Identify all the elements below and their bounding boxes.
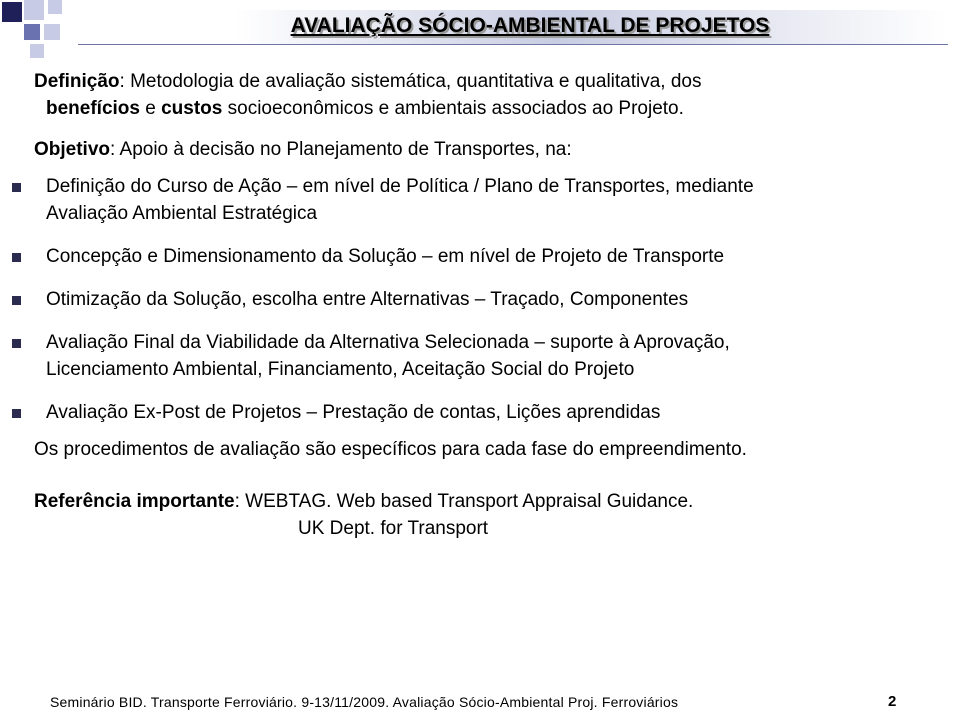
benefits-term: benefícios bbox=[46, 98, 140, 119]
list-item-text-cont: Licenciamento Ambiental, Financiamento, Aceitação Social do Projeto bbox=[46, 359, 635, 380]
objective-list bbox=[34, 173, 940, 426]
slide-body bbox=[34, 68, 940, 542]
definition-connector: e bbox=[139, 98, 162, 119]
list-item bbox=[34, 243, 940, 270]
square-bullet-icon bbox=[12, 339, 21, 348]
definition-label: Definição bbox=[34, 71, 120, 92]
list-item-text-cont: Avaliação Ambiental Estratégica bbox=[46, 203, 318, 224]
definition-text-end: socioeconômicos e ambientais associados ao Projeto. bbox=[222, 98, 684, 119]
square-bullet-icon bbox=[12, 296, 21, 305]
list-item bbox=[34, 286, 940, 313]
page-number: 2 bbox=[888, 693, 897, 710]
list-item bbox=[34, 399, 940, 426]
reference-paragraph bbox=[34, 488, 940, 542]
list-item-text: Definição do Curso de Ação – em nível de Política / Plano de Transportes, mediante bbox=[46, 176, 754, 197]
reference-text: : WEBTAG. Web based Transport Appraisal Guidance. bbox=[234, 491, 694, 512]
slide-footer: Seminário BID. Transporte Ferroviário. 9-13/11/2009. Avaliação Sócio-Ambiental Proj. Ferroviários bbox=[50, 694, 679, 710]
reference-label: Referência importante bbox=[34, 491, 235, 512]
list-item-text: Concepção e Dimensionamento da Solução – em nível de Projeto de Transporte bbox=[46, 246, 725, 267]
costs-term: custos bbox=[161, 98, 223, 119]
list-item-text: Avaliação Ex-Post de Projetos – Prestação de contas, Lições aprendidas bbox=[46, 402, 661, 423]
objective-paragraph bbox=[34, 136, 940, 163]
list-item-text: Otimização da Solução, escolha entre Alternativas – Traçado, Componentes bbox=[46, 289, 689, 310]
list-item-text: Avaliação Final da Viabilidade da Alternativa Selecionada – suporte à Aprovação, bbox=[46, 332, 730, 353]
title-underline-rule bbox=[78, 44, 948, 45]
reference-source: UK Dept. for Transport bbox=[298, 518, 489, 539]
definition-paragraph bbox=[34, 68, 940, 122]
objective-label: Objetivo bbox=[34, 139, 111, 160]
square-bullet-icon bbox=[12, 253, 21, 262]
list-item bbox=[34, 329, 940, 383]
objective-text: : Apoio à decisão no Planejamento de Transportes, na: bbox=[110, 139, 572, 160]
definition-text: : Metodologia de avaliação sistemática, quantitativa e qualitativa, dos bbox=[119, 71, 702, 92]
closing-statement: Os procedimentos de avaliação são específicos para cada fase do empreendimento. bbox=[34, 439, 747, 460]
list-item bbox=[34, 173, 940, 227]
slide-title: AVALIAÇÃO SÓCIO-AMBIENTAL DE PROJETOS bbox=[290, 14, 770, 37]
square-bullet-icon bbox=[12, 409, 21, 418]
square-bullet-icon bbox=[12, 183, 21, 192]
